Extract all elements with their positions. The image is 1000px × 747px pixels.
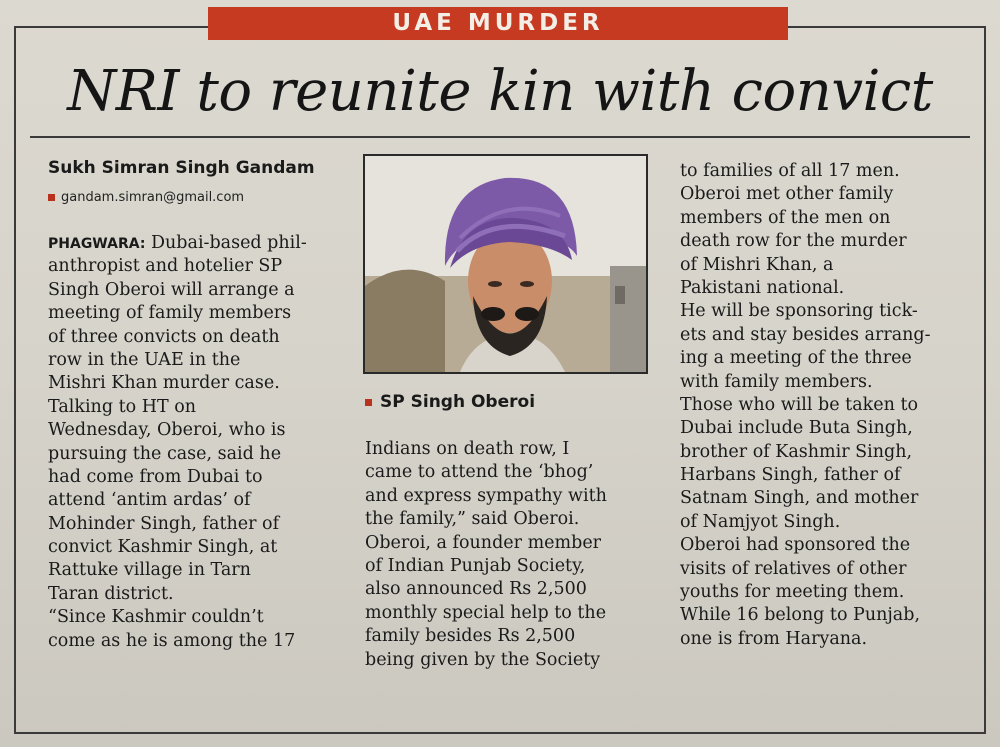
article-line: family besides Rs 2,500 bbox=[365, 626, 576, 647]
article-line: ets and stay besides arrang- bbox=[680, 324, 931, 345]
article-line: also announced Rs 2,500 bbox=[365, 579, 587, 600]
article-line: Rattuke village in Tarn bbox=[48, 560, 251, 581]
article-line: Indians on death row, I bbox=[365, 439, 570, 459]
article-line bbox=[48, 232, 307, 255]
article-line: brother of Kashmir Singh, bbox=[680, 441, 913, 462]
article-column-2 bbox=[365, 438, 607, 672]
article-line: “Since Kashmir couldn’t bbox=[48, 607, 264, 628]
article-line: Oberoi met other family bbox=[680, 184, 894, 205]
article-line: had come from Dubai to bbox=[48, 466, 263, 487]
article-line: Satnam Singh, and mother bbox=[680, 488, 919, 509]
article-line: being given by the Society bbox=[365, 649, 601, 670]
article-line: of three convicts on death bbox=[48, 326, 280, 347]
article-line: While 16 belong to Punjab, bbox=[680, 605, 921, 626]
article-line: Talking to HT on bbox=[48, 396, 197, 417]
portrait-photo bbox=[363, 154, 648, 374]
article-line: Mohinder Singh, father of bbox=[48, 513, 280, 534]
portrait-image bbox=[365, 156, 646, 372]
byline-email: gandam.simran@gmail.com bbox=[61, 190, 245, 205]
article-line: attend ‘antim ardas’ of bbox=[48, 490, 251, 511]
article-line: Those who will be taken to bbox=[680, 394, 919, 415]
article-line: members of the men on bbox=[680, 207, 891, 228]
byline-author: Sukh Simran Singh Gandam bbox=[48, 158, 315, 178]
caption-text: SP Singh Oberoi bbox=[380, 392, 536, 412]
article-line: of Indian Punjab Society, bbox=[365, 555, 586, 576]
article-line: meeting of family members bbox=[48, 303, 292, 324]
article-line: Pakistani national. bbox=[680, 277, 845, 298]
bullet-icon bbox=[48, 194, 55, 201]
article-line: He will be sponsoring tick- bbox=[680, 301, 918, 322]
headline: NRI to reunite kin with convict bbox=[67, 59, 933, 124]
article-line: Taran district. bbox=[48, 583, 174, 604]
byline-email-row bbox=[48, 190, 244, 205]
section-kicker: UAE MURDER bbox=[208, 7, 788, 40]
headline-rule bbox=[30, 136, 970, 138]
article-line: Singh Oberoi will arrange a bbox=[48, 279, 295, 300]
article-line: Wednesday, Oberoi, who is bbox=[48, 420, 286, 441]
article-line: Dubai include Buta Singh, bbox=[680, 418, 913, 439]
article-line: convict Kashmir Singh, at bbox=[48, 537, 278, 558]
article-line: the family,” said Oberoi. bbox=[365, 509, 580, 530]
article-line: Mishri Khan murder case. bbox=[48, 373, 280, 394]
article-column-3 bbox=[680, 160, 931, 651]
article-line: ing a meeting of the three bbox=[680, 348, 912, 369]
article-column-1 bbox=[48, 232, 307, 653]
article-line: came to attend the ‘bhog’ bbox=[365, 462, 594, 483]
article-line: Oberoi, a founder member bbox=[365, 532, 602, 553]
article-line: youths for meeting them. bbox=[680, 582, 905, 603]
photo-caption bbox=[365, 392, 535, 412]
article-line: pursuing the case, said he bbox=[48, 443, 282, 464]
article-line: death row for the murder bbox=[680, 231, 907, 252]
bullet-icon bbox=[365, 399, 372, 406]
article-line: anthropist and hotelier SP bbox=[48, 256, 283, 277]
article-line: with family members. bbox=[680, 371, 873, 392]
article-line: and express sympathy with bbox=[365, 485, 607, 506]
article-line: Harbans Singh, father of bbox=[680, 465, 901, 486]
article-line: Oberoi had sponsored the bbox=[680, 535, 911, 556]
article-line: one is from Haryana. bbox=[680, 628, 868, 649]
article-line: of Mishri Khan, a bbox=[680, 254, 834, 275]
article-line: of Namjyot Singh. bbox=[680, 511, 841, 532]
article-line: come as he is among the 17 bbox=[48, 630, 296, 651]
article-line: monthly special help to the bbox=[365, 602, 607, 623]
article-line: to families of all 17 men. bbox=[680, 161, 900, 181]
article-line: row in the UAE in the bbox=[48, 349, 241, 370]
dateline: PHAGWARA: bbox=[48, 236, 146, 252]
article-line: visits of relatives of other bbox=[680, 558, 907, 579]
article-line-text: Dubai-based phil- bbox=[145, 233, 307, 253]
